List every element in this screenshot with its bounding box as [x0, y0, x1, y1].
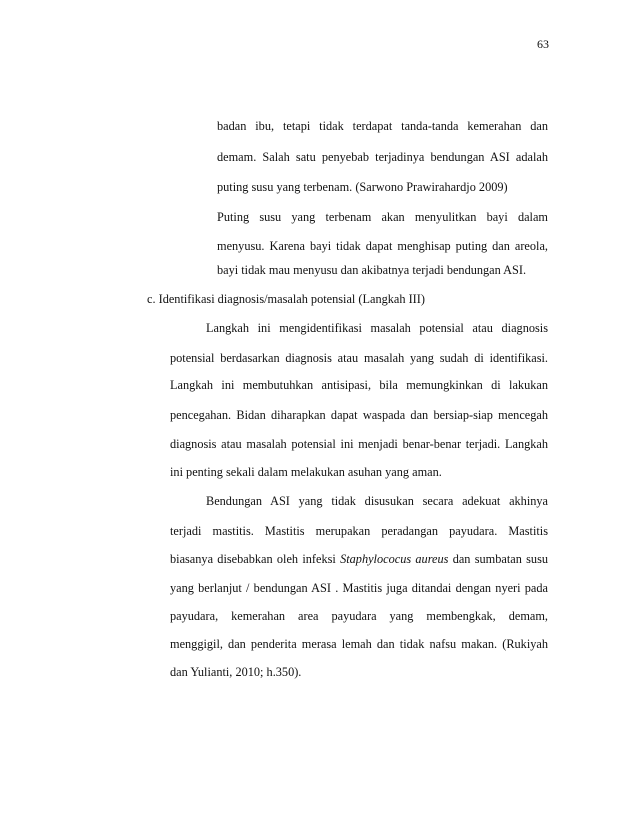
- text-line: demam. Salah satu penyebab terjadinya bendungan ASI adalah: [217, 150, 548, 164]
- text-line: yang berlanjut / bendungan ASI . Mastitis juga ditandai dengan nyeri pada: [170, 581, 548, 595]
- text-line: menggigil, dan penderita merasa lemah dan tidak nafsu makan. (Rukiyah: [170, 637, 548, 651]
- species-name: Staphylococus aureus: [340, 552, 449, 566]
- text-line: potensial berdasarkan diagnosis atau masalah yang sudah di identifikasi.: [170, 351, 548, 365]
- text-line: pencegahan. Bidan diharapkan dapat waspada dan bersiap-siap mencegah: [170, 408, 548, 422]
- text-segment: dan sumbatan susu: [448, 552, 548, 566]
- text-line: dan Yulianti, 2010; h.350).: [170, 665, 302, 679]
- text-segment: biasanya disebabkan oleh infeksi: [170, 552, 341, 566]
- text-line: payudara, kemerahan area payudara yang membengkak, demam,: [170, 609, 548, 623]
- text-line: diagnosis atau masalah potensial ini menjadi benar-benar terjadi. Langkah: [170, 437, 548, 451]
- text-line: Langkah ini membutuhkan antisipasi, bila memungkinkan di lakukan: [170, 378, 548, 392]
- text-line: menyusu. Karena bayi tidak dapat menghisap puting dan areola,: [217, 239, 548, 253]
- text-line: ini penting sekali dalam melakukan asuhan yang aman.: [170, 465, 442, 479]
- text-line: badan ibu, tetapi tidak terdapat tanda-tanda kemerahan dan: [217, 119, 548, 133]
- section-heading: c. Identifikasi diagnosis/masalah potensial (Langkah III): [147, 292, 425, 306]
- text-line: bayi tidak mau menyusu dan akibatnya terjadi bendungan ASI.: [217, 263, 527, 277]
- text-line: Langkah ini mengidentifikasi masalah potensial atau diagnosis: [206, 321, 548, 335]
- text-line: Puting susu yang terbenam akan menyulitkan bayi dalam: [217, 210, 548, 224]
- text-line: puting susu yang terbenam. (Sarwono Prawirahardjo 2009): [217, 180, 508, 194]
- page-number: 63: [537, 37, 549, 51]
- text-line: [170, 552, 548, 566]
- text-line: terjadi mastitis. Mastitis merupakan peradangan payudara. Mastitis: [170, 524, 548, 538]
- text-line: Bendungan ASI yang tidak disusukan secara adekuat akhinya: [206, 494, 548, 508]
